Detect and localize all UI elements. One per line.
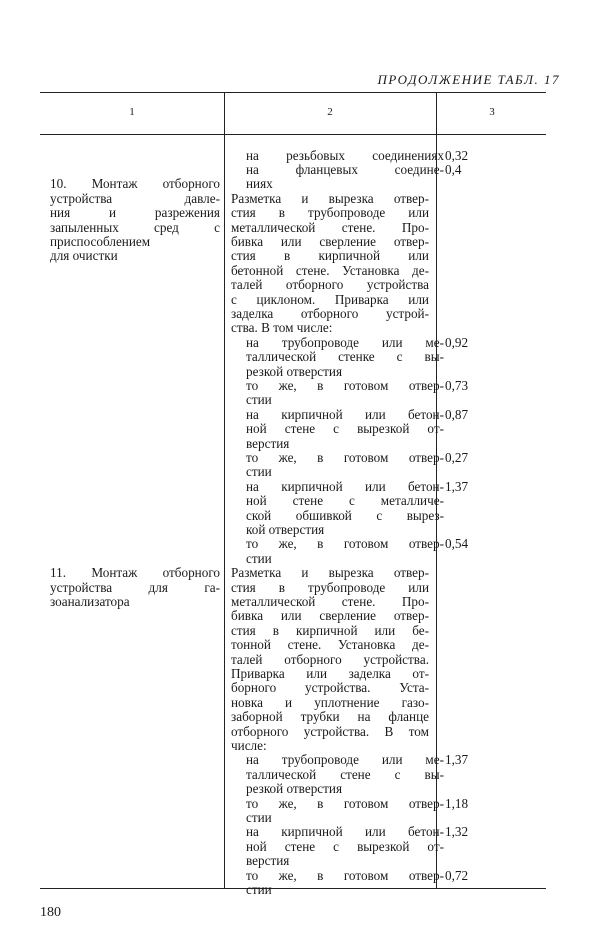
- description-line: на кирпичной или бетон-: [246, 479, 444, 494]
- description-line: талей отборного устройства: [231, 278, 429, 293]
- description-line: то же, в готовом отвер-: [246, 450, 444, 465]
- description-line: верстия: [246, 436, 290, 451]
- norm-value: 0,73: [445, 377, 469, 393]
- description-line: стия в кирпичной или бе-: [231, 623, 429, 638]
- description-line: то же, в готовом отвер-: [246, 378, 444, 393]
- item-name-line: приспособлением: [50, 234, 151, 249]
- norm-value: 0,72: [445, 867, 469, 883]
- description-line: таллической стене с вы-: [246, 767, 444, 782]
- description-line: то же, в готовом отвер-: [246, 796, 444, 811]
- description-line: стия в трубопроводе или: [231, 206, 429, 221]
- description-line: Приварка или заделка от-: [231, 666, 429, 681]
- description-line: бивка или сверление отвер-: [231, 234, 429, 249]
- description-line: металлической стене. Про-: [231, 220, 429, 235]
- description-line: стии: [246, 465, 272, 480]
- running-head: ПРОДОЛЖЕНИЕ ТАБЛ. 17: [377, 72, 560, 87]
- description-line: на трубопроводе или ме-: [246, 335, 444, 350]
- description-line: на кирпичной или бетон-: [246, 825, 444, 840]
- item-name-line: ния и разрежения: [50, 206, 220, 221]
- item-name-line: устройства давле-: [50, 191, 220, 206]
- item-name-line: зоанализатора: [50, 594, 130, 609]
- description-line: на кирпичной или бетон-: [246, 407, 444, 422]
- item-name-line: 11. Монтаж отборного: [50, 566, 220, 581]
- description-line: стии: [246, 882, 272, 897]
- column-header-3: 3: [489, 106, 495, 118]
- description-line: талей отборного устройства.: [231, 652, 429, 667]
- description-line: стии: [246, 551, 272, 566]
- description-line: на фланцевых соедине-: [246, 162, 444, 177]
- item-name-line: 10. Монтаж отборного: [50, 177, 220, 192]
- description-line: таллической стенке с вы-: [246, 350, 444, 365]
- description-line: стия в кирпичной или: [231, 249, 429, 264]
- description-line: новка и уплотнение газо-: [231, 695, 429, 710]
- description-line: на трубопроводе или ме-: [246, 753, 444, 768]
- column-header-2: 2: [327, 106, 333, 118]
- norm-value: 0,4: [445, 161, 462, 177]
- description-line: числе:: [231, 738, 267, 753]
- description-line: на резьбовых соединениях: [246, 148, 444, 163]
- description-line: с циклоном. Приварка или: [231, 292, 429, 307]
- description-line: металлической стене. Про-: [231, 594, 429, 609]
- column-header-1: 1: [129, 106, 135, 118]
- description-line: бетонной стене. Установка де-: [231, 263, 429, 278]
- column-divider-1: [224, 92, 225, 888]
- norm-value: 1,18: [445, 795, 469, 811]
- description-line: ной стене с металличе-: [246, 494, 444, 509]
- norm-value: 1,37: [445, 752, 469, 768]
- norm-value: 0,54: [445, 536, 469, 552]
- header-bottom-rule: [40, 134, 546, 135]
- description-line: бивка или сверление отвер-: [231, 609, 429, 624]
- description-line: то же, в готовом отвер-: [246, 868, 444, 883]
- description-line: резкой отверстия: [246, 364, 343, 379]
- item-name-line: запыленных сред с: [50, 220, 220, 235]
- description-line: стии: [246, 810, 272, 825]
- description-line: ной стене с вырезкой от-: [246, 422, 444, 437]
- description-line: отборного устройства. В том: [231, 724, 429, 739]
- norm-value: 1,32: [445, 824, 469, 840]
- description-line: стии: [246, 393, 272, 408]
- norm-value: 1,37: [445, 478, 469, 494]
- norm-value: 0,27: [445, 449, 469, 465]
- description-line: заборной трубки на фланце: [231, 710, 429, 725]
- norm-value: 0,87: [445, 406, 469, 422]
- page-number: 180: [40, 905, 61, 920]
- description-line: заделка отборного устрой-: [231, 306, 429, 321]
- description-line: тонной стене. Установка де-: [231, 638, 429, 653]
- item-name-line: для очистки: [50, 249, 118, 264]
- description-line: то же, в готовом отвер-: [246, 537, 444, 552]
- description-line: верстия: [246, 854, 290, 869]
- norm-value: 0,92: [445, 334, 469, 350]
- description-line: Разметка и вырезка отвер-: [231, 191, 429, 206]
- description-line: борного устройства. Уста-: [231, 681, 429, 696]
- description-line: Разметка и вырезка отвер-: [231, 566, 429, 581]
- description-line: ной стене с вырезкой от-: [246, 839, 444, 854]
- description-line: ниях: [246, 177, 273, 192]
- description-line: резкой отверстия: [246, 782, 343, 797]
- item-name-line: устройства для га-: [50, 580, 220, 595]
- description-line: ской обшивкой с вырез-: [246, 508, 444, 523]
- description-line: ства. В том числе:: [231, 321, 333, 336]
- description-line: кой отверстия: [246, 522, 325, 537]
- norm-value: 0,32: [445, 147, 469, 163]
- table-top-rule: [40, 92, 546, 93]
- description-line: стия в трубопроводе или: [231, 580, 429, 595]
